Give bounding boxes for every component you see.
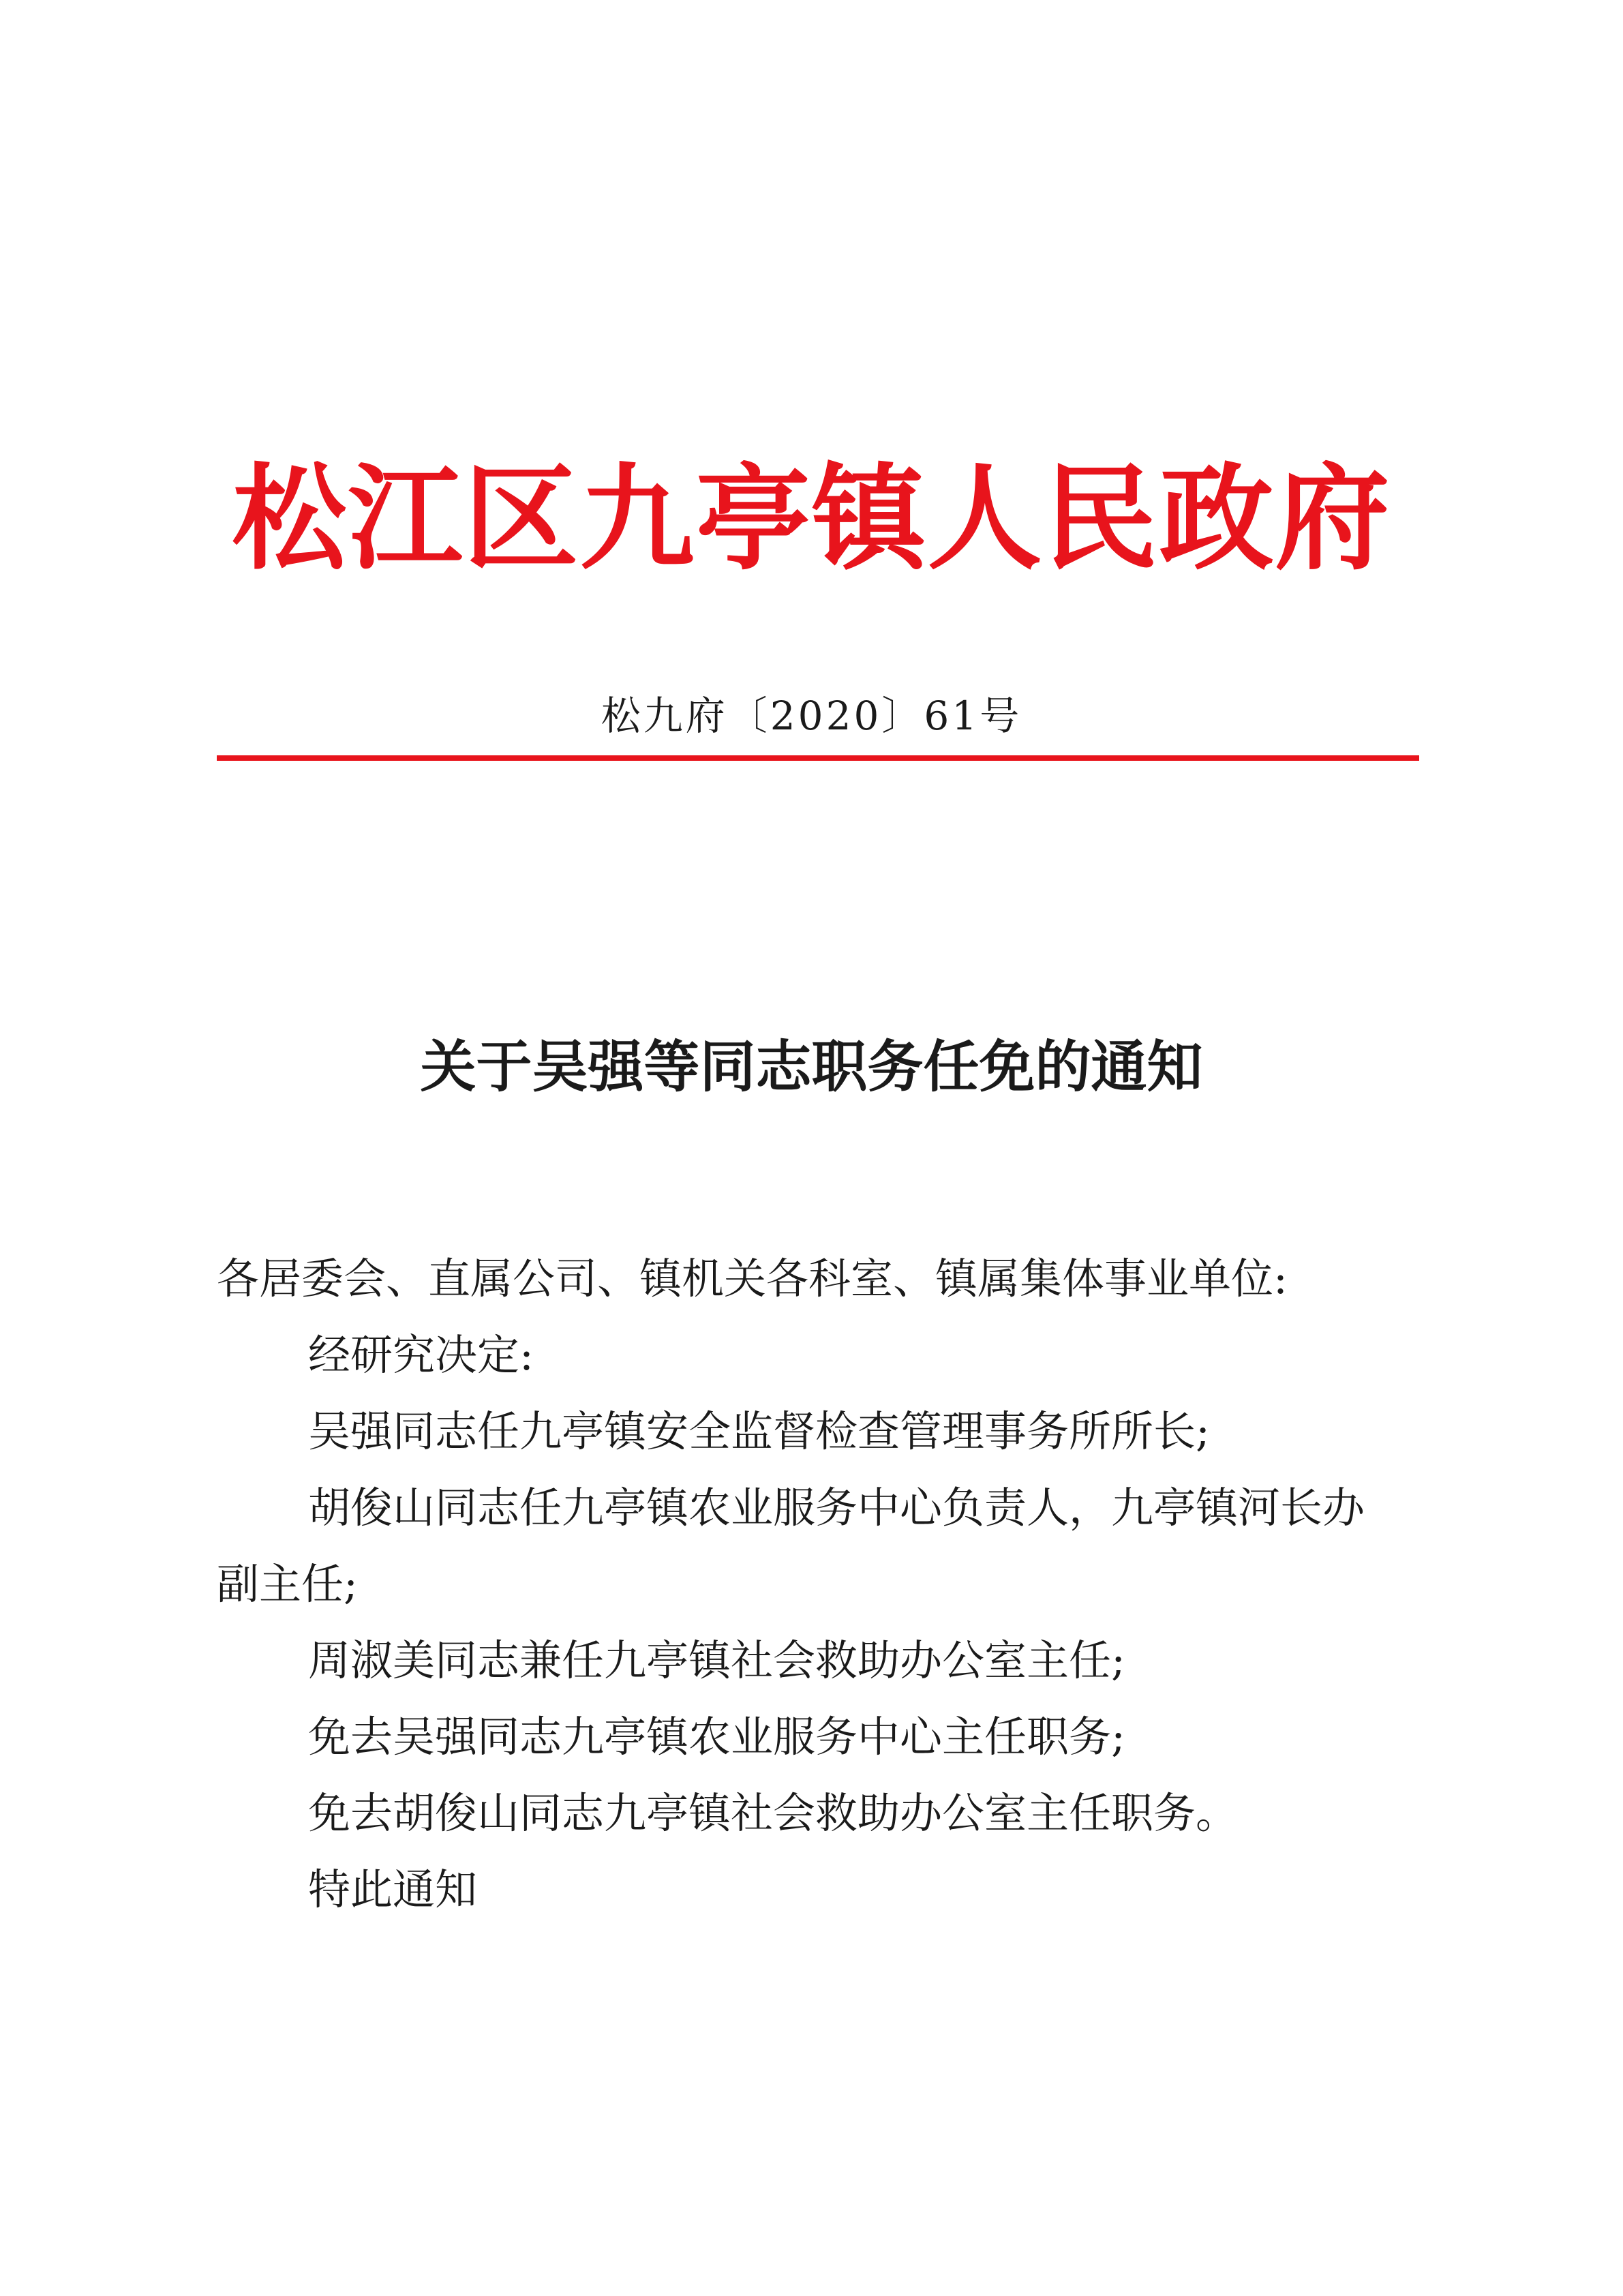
closing-line: 特此通知 [308,1864,478,1914]
document-number: 松九府〔2020〕61号 [601,693,1022,739]
notice-body [217,1241,1419,1928]
appointment-item-2-line-1: 胡俊山同志任九亭镇农业服务中心负责人，九亭镇河长办 [308,1483,1365,1532]
red-divider-line [217,755,1419,761]
decision-intro: 经研究决定: [308,1330,534,1380]
recipients-line: 各居委会、直属公司、镇机关各科室、镇属集体事业单位: [217,1254,1288,1303]
dismissal-item-2: 免去胡俊山同志九亭镇社会救助办公室主任职务。 [308,1788,1239,1838]
issuing-authority-title: 松江区九亭镇人民政府 [232,451,1391,586]
appointment-item-2-line-2: 副主任; [217,1559,358,1609]
appointment-item-3: 周淑美同志兼任九亭镇社会救助办公室主任; [308,1635,1125,1685]
dismissal-item-1: 免去吴强同志九亭镇农业服务中心主任职务; [308,1712,1125,1762]
notice-title: 关于吴强等同志职务任免的通知 [420,1034,1203,1100]
appointment-item-1: 吴强同志任九亭镇安全监督检查管理事务所所长; [308,1406,1210,1456]
